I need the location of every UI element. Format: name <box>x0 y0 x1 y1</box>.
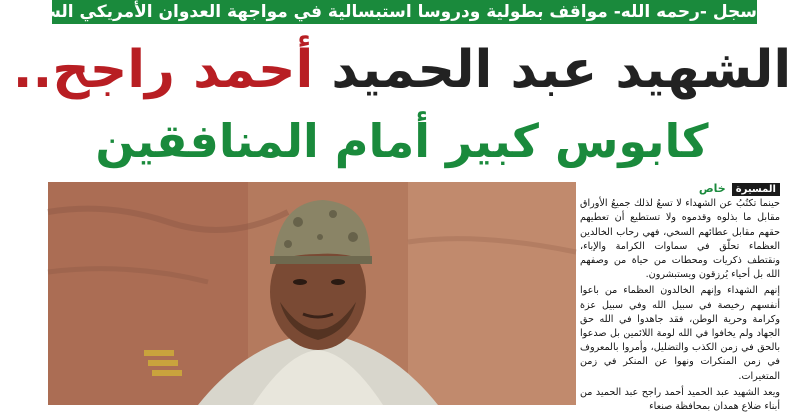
byline <box>580 182 780 196</box>
headline-part-black: الشهيد عبد الحميد <box>331 40 792 100</box>
article-paragraph: حينما تكتُبُ عن الشهداء لا تسعُ لذلك جميعُ الأوراق مقابل ما بذلوه وقدموه ولا تستطيع أن تعطيهم حقهم مقابل عطائهم السخي، فهي رحاب الخالدين العظماء تحلّق في سماوات الكرامة والإباء، ونقتطف ذكريات ومحطات من حياة من وصفهم الله بل أحياء يُرزقون ويستبشرون. <box>580 198 780 281</box>
top-banner-text: سجل -رحمه الله- مواقف بطولية ودروسا استبسالية في مواجهة العدوان الأمريكي السعودي <box>0 2 757 22</box>
article-column <box>580 182 780 413</box>
article-paragraph: إنهم الشهداء وإنهم الخالدون العظماء من باعوا أنفسهم رخيصة في سبيل الله وفي سبيل عزة وكرامة وحرية الوطن، فقد جاهدوا في الله حق الجهاد ولم يخافوا في الله لومة اللائمين بل صدعوا بالحق في زمن الكذب والتضليل، وأمروا بالمعروف في زمن المنكرات ونهوا عن المنكر في زمن المتغيرات. <box>580 285 780 382</box>
byline-label: المسيرة <box>732 183 780 196</box>
martyr-photo <box>48 182 576 405</box>
subheadline: كابوس كبير أمام المنافقين <box>95 114 709 168</box>
headline-part-red: أحمد راجح.. <box>12 40 314 100</box>
headline <box>12 40 792 100</box>
top-banner <box>0 0 757 24</box>
article-paragraph: ويعد الشهيد عبد الحميد أحمد راجح عبد الحميد من أبناء ضلاع همدان بمحافظة صنعاء <box>580 386 780 413</box>
byline-value: خاص <box>698 182 726 195</box>
martyr-photo-illustration <box>48 182 576 405</box>
